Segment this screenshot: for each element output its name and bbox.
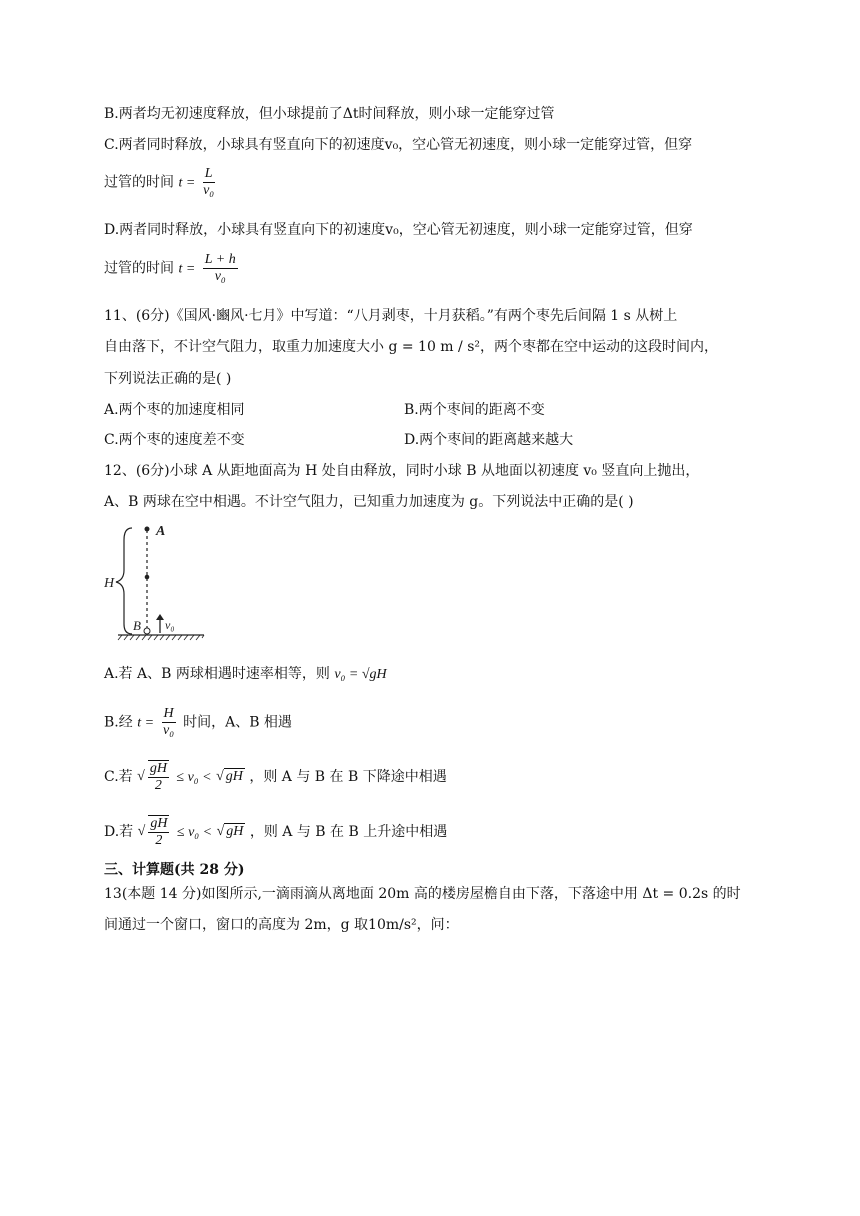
q11-option-a: A.两个枣的加速度相同 <box>104 402 245 418</box>
q12-option-c-suffix: ，则 A 与 B 在 B 下降途中相遇 <box>249 769 447 785</box>
q10-option-d-numerator: L + h <box>204 252 236 267</box>
q12-option-c-sqrt-fraction: √ $\frac{gH}{2}$ <box>137 761 167 793</box>
label-h: H <box>104 576 115 591</box>
q10-option-b: B.两者均无初速度释放，但小球提前了Δt时间释放，则小球一定能穿过管 <box>104 106 555 122</box>
height-brace <box>116 528 132 634</box>
q12-option-b-suffix: 时间，A、B 相遇 <box>183 714 292 731</box>
q12-option-c-denominator: 2 <box>154 778 162 793</box>
q10-option-c-prefix: 过管的时间 <box>104 174 174 191</box>
ball-a <box>145 527 150 532</box>
q12-option-b-prefix: B.经 <box>104 714 133 731</box>
q12-option-d-numerator: gH <box>150 816 168 831</box>
ground-hatch <box>118 635 204 640</box>
q11-option-b: B.两个枣间的距离不变 <box>404 402 545 418</box>
q12-option-b-fraction <box>162 706 176 739</box>
q12-option-b <box>104 706 292 739</box>
q12-option-a <box>104 664 387 685</box>
q10-option-d-line2 <box>104 252 241 285</box>
section-3-title: 三、计算题(共 28 分) <box>104 862 245 878</box>
q13-stem-line1: 13(本题 14 分)如图所示,一滴雨滴从离地面 20m 高的楼房屋檐自由下落，下落途中用 Δt = 0.2s 的时 <box>104 886 741 902</box>
q10-option-c-t: t = <box>178 175 196 191</box>
q12-option-a-math: v₀ = √gH <box>334 667 387 682</box>
q12-option-b-numerator: H <box>163 706 174 721</box>
q12-option-c-radicand: gH <box>225 769 243 784</box>
q12-option-d-sqrt-fraction: √ $\frac{gH}{2}$ <box>137 816 168 848</box>
q10-option-c-numerator: L <box>204 166 213 181</box>
q12-option-c-prefix: C.若 <box>104 769 133 785</box>
q11-stem-line1: 11、(6分)《国风·豳风·七月》中写道：“八月剥枣，十月获稻。”有两个枣先后间隔 1 s 从树上 <box>104 308 678 324</box>
q11-stem-line3: 下列说法正确的是( ) <box>104 371 232 387</box>
q12-option-d-prefix: D.若 <box>104 824 134 840</box>
q10-option-c-denominator: v₀ <box>203 183 215 198</box>
q10-option-d-t: t = <box>178 261 196 277</box>
q10-option-c-line1: C.两者同时释放，小球具有竖直向下的初速度v₀，空心管无初速度，则小球一定能穿过管，但穿 <box>104 137 693 153</box>
ball-b <box>144 628 150 634</box>
q12-option-a-text: A.若 A、B 两球相遇时速率相等，则 <box>104 666 330 682</box>
q12-option-c-numerator: gH <box>149 761 167 776</box>
q11-option-c: C.两个枣的速度差不变 <box>104 432 245 448</box>
q12-option-d-denominator: 2 <box>155 833 163 848</box>
q12-option-d-suffix: ，则 A 与 B 在 B 上升途中相遇 <box>249 824 448 840</box>
label-v0: v₀ <box>165 618 175 632</box>
q12-stem-line1: 12、(6分)小球 A 从距地面高为 H 处自由释放，同时小球 B 从地面以初速度 v₀ 竖直向上抛出， <box>104 463 700 479</box>
q11-option-d: D.两个枣间的距离越来越大 <box>404 432 574 448</box>
q10-option-c-line2 <box>104 166 218 199</box>
q12-option-c <box>104 760 447 794</box>
q13-stem-line2: 间通过一个窗口，窗口的高度为 2m，g 取10m/s²，问： <box>104 917 459 933</box>
q12-option-b-denominator: v₀ <box>163 723 175 738</box>
q10-option-d-fraction <box>203 252 238 285</box>
q10-option-c-fraction <box>203 166 215 199</box>
q12-option-b-t: t = <box>137 715 155 731</box>
q12-option-d-sqrt: √ gH <box>216 824 244 839</box>
label-b: B <box>133 618 141 633</box>
q10-option-d-line1: D.两者同时释放，小球具有竖直向下的初速度v₀，空心管无初速度，则小球一定能穿过管，但穿 <box>104 222 693 238</box>
q12-option-d-mid: ≤ v₀ < <box>176 825 213 840</box>
q10-option-d-prefix: 过管的时间 <box>104 260 174 277</box>
q12-option-d <box>104 815 447 849</box>
middle-dot <box>145 575 150 580</box>
q12-option-c-mid: ≤ v₀ < <box>176 770 212 785</box>
q12-option-d-radicand: gH <box>226 824 244 839</box>
q12-figure <box>104 520 208 642</box>
q12-stem-line2: A、B 两球在空中相遇。不计空气阻力，已知重力加速度为 g。下列说法中正确的是( ) <box>104 494 634 510</box>
q12-option-c-sqrt: √ gH <box>216 769 243 784</box>
label-a: A <box>156 524 166 539</box>
q10-option-d-denominator: v₀ <box>214 269 226 284</box>
q11-stem-line2: 自由落下，不计空气阻力，取重力加速度大小 g = 10 m / s²，两个枣都在空中运动的这段时间内， <box>104 339 718 355</box>
arrow-head-icon <box>156 614 164 620</box>
